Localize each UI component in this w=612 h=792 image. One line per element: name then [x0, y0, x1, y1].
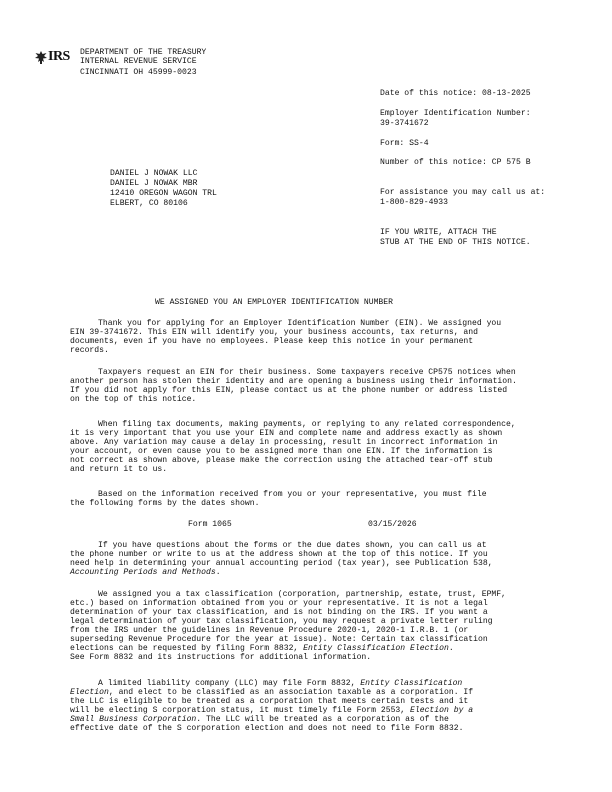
- notice-number: Number of this notice: CP 575 B: [380, 158, 531, 167]
- addressee-name: DANIEL J NOWAK LLC: [110, 169, 198, 178]
- assistance-phone: 1-800-829-4933: [380, 198, 448, 207]
- page-title: WE ASSIGNED YOU AN EMPLOYER IDENTIFICATION NUMBER: [155, 298, 393, 307]
- ein-label: Employer Identification Number:: [380, 109, 531, 118]
- paragraph-identity-theft: Taxpayers request an EIN for their business. Some taxpayers receive CP575 notices when another person has stolen their identity and are opening a business using their information. If you did not apply for this EIN, please contact us at the phone number or address listed on the top of this notice.: [70, 368, 517, 404]
- agency-line-2: INTERNAL REVENUE SERVICE: [80, 57, 197, 66]
- irs-logo-text: IRS: [48, 49, 70, 64]
- addressee-member: DANIEL J NOWAK MBR: [110, 179, 198, 188]
- assistance-label: For assistance you may call us at:: [380, 188, 546, 197]
- irs-logo: [35, 51, 79, 65]
- ein-value: 39-3741672: [380, 119, 429, 128]
- publication-title: Accounting Periods and Methods: [70, 568, 216, 577]
- agency-line-1: DEPARTMENT OF THE TREASURY: [80, 48, 207, 57]
- write-instruction-1: IF YOU WRITE, ATTACH THE: [380, 228, 497, 237]
- form-8832-title: Entity Classification Election: [303, 644, 449, 653]
- paragraph-llc-election: A limited liability company (LLC) may file Form 8832, Entity Classification Election, and elect to be classified as an association taxable as a corporation. If the LLC is eligible to be treated as a corporation that meets certain tests and it will be electing S corporation status, it must timely file Form 2553, Election by a Small Business Corporation. The LLC will be treated as a corporation as of the effective date of the S corporation election and does not need to file Form 8832.: [70, 679, 474, 733]
- paragraph-questions: If you have questions about the forms or the due dates shown, you can call us at the phone number or write to us at the address shown at the top of this notice. If you need help in determining your annual accounting period (tax year), see Publication 538, Accounting Periods and Methods.: [70, 541, 493, 577]
- form-line: Form: SS-4: [380, 139, 429, 148]
- form-due-date: 03/15/2026: [368, 520, 417, 529]
- write-instruction-2: STUB AT THE END OF THIS NOTICE.: [380, 238, 531, 247]
- irs-eagle-icon: [35, 51, 47, 64]
- paragraph-ein-assigned: Thank you for applying for an Employer Identification Number (EIN). We assigned you EIN 39-3741672. This EIN will identify you, your business accounts, tax returns, and documents, even if you have no employees. Please keep this notice in your permanent records.: [70, 319, 502, 355]
- paragraph-correspondence: When filing tax documents, making payments, or replying to any related correspondence, it is very important that you use your EIN and complete name and address exactly as shown above. Any variation may cause a delay in processing, result in incorrect information in your account, or even cause you to be assigned more than one EIN. If the information is not correct as shown above, please make the correction using the attached tear-off stub and return it to us.: [70, 420, 516, 474]
- agency-address: CINCINNATI OH 45999-0023: [80, 68, 197, 77]
- notice-date: Date of this notice: 08-13-2025: [380, 89, 531, 98]
- addressee-street: 12410 OREGON WAGON TRL: [110, 189, 217, 198]
- addressee-city: ELBERT, CO 80106: [110, 199, 188, 208]
- form-due-name: Form 1065: [188, 520, 232, 529]
- paragraph-tax-classification: We assigned you a tax classification (corporation, partnership, estate, trust, EPMF, etc.) based on information obtained from you or your representative. It is not a legal determination of your tax classification, and is not binding on the IRS. If you want a legal determination of your tax classification, you may request a private letter ruling from the IRS under the guidelines in Revenue Procedure 2020-1, 2020-1 I.R.B. 1 (or superseding Revenue Procedure for the year at issue). Note: Certain tax classification elections can be requested by filing Form 8832, Entity Classification Election. See Form 8832 and its instructions for additional information.: [70, 590, 506, 662]
- paragraph-required-forms: Based on the information received from you or your representative, you must file the following forms by the dates shown.: [70, 490, 487, 508]
